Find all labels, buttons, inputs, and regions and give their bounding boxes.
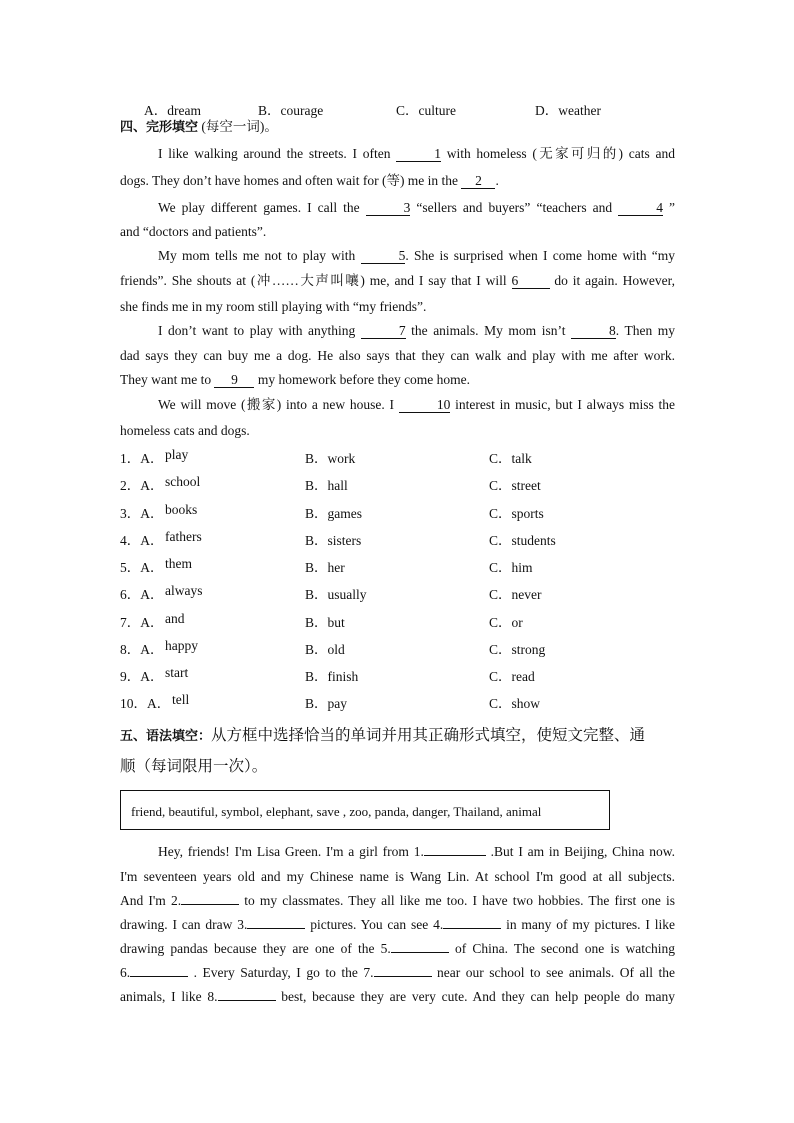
passage-line: she finds me in my room still playing with “my friends”. bbox=[120, 299, 427, 314]
question-number: 8．A． bbox=[120, 642, 164, 657]
passage-line bbox=[120, 964, 675, 982]
text: “sellers and buyers” “teachers and bbox=[410, 200, 619, 215]
text: Hey, friends! I'm Lisa Green. I'm a girl from 1. bbox=[158, 844, 424, 859]
option-c[interactable]: C．or bbox=[489, 615, 523, 630]
cloze-blank-2[interactable]: 2 bbox=[461, 173, 495, 189]
option-a[interactable]: and bbox=[165, 611, 185, 626]
option-a[interactable]: fathers bbox=[165, 529, 202, 544]
option-b[interactable]: B．her bbox=[305, 560, 345, 575]
option-c[interactable]: C．students bbox=[489, 533, 556, 548]
passage-line bbox=[120, 199, 675, 217]
option-a[interactable]: them bbox=[165, 556, 192, 571]
text: . bbox=[495, 173, 499, 188]
passage-line bbox=[120, 916, 675, 934]
option-c[interactable]: C．street bbox=[489, 478, 541, 493]
cloze-blank-4[interactable]: 4 bbox=[618, 200, 663, 216]
section4-title bbox=[120, 118, 675, 137]
cloze-blank-9[interactable]: 9 bbox=[214, 372, 254, 388]
text: drawing pandas because they are one of the 5. bbox=[120, 941, 391, 956]
text: dogs. They don’t have homes and often wait for (等) me in the bbox=[120, 173, 462, 188]
passage-line bbox=[120, 843, 675, 861]
text: 6. bbox=[120, 965, 131, 980]
fill-blank-4[interactable] bbox=[443, 916, 501, 929]
option-a[interactable]: play bbox=[165, 447, 189, 462]
option-b[interactable]: B．usually bbox=[305, 587, 367, 602]
cloze-blank-1[interactable]: 1 bbox=[396, 146, 441, 162]
passage-line bbox=[120, 940, 675, 958]
passage-line bbox=[120, 247, 675, 265]
section5-title-line2: 顺（每词限用一次）。 bbox=[120, 757, 268, 775]
option-c[interactable]: C．sports bbox=[489, 506, 544, 521]
fill-blank-8[interactable] bbox=[218, 988, 276, 1001]
text: animals, I like 8. bbox=[120, 989, 218, 1004]
question-number: 2．A． bbox=[120, 478, 164, 493]
text: .But I am in Beijing, China now. bbox=[485, 844, 675, 859]
fill-blank-2[interactable] bbox=[181, 892, 239, 905]
text: do it again. However, bbox=[549, 273, 675, 288]
text: interest in music, but I always miss the bbox=[450, 397, 675, 412]
text: . Then my bbox=[615, 323, 676, 338]
question-number: 5．A． bbox=[120, 560, 164, 575]
fill-blank-7[interactable] bbox=[374, 964, 432, 977]
text: . She is surprised when I come home with “my bbox=[405, 248, 675, 263]
question-number: 4．A． bbox=[120, 533, 164, 548]
text: near our school to see animals. Of all the bbox=[431, 965, 675, 980]
option-b[interactable]: B．games bbox=[305, 506, 362, 521]
passage-line bbox=[120, 145, 675, 163]
cloze-blank-7[interactable]: 7 bbox=[361, 323, 406, 339]
text: ” bbox=[662, 200, 675, 215]
option-c[interactable]: C．show bbox=[489, 696, 541, 711]
cloze-blank-5[interactable]: 5 bbox=[361, 248, 406, 264]
passage-line bbox=[120, 396, 675, 414]
text: My mom tells me not to play with bbox=[158, 248, 361, 263]
option-b[interactable]: B．but bbox=[305, 615, 345, 630]
option-c[interactable]: C．read bbox=[489, 669, 535, 684]
text: of China. The second one is watching bbox=[448, 941, 675, 956]
option-a[interactable]: books bbox=[165, 502, 198, 517]
prev-option-c: C．culture bbox=[396, 103, 456, 118]
option-b[interactable]: B．work bbox=[305, 451, 356, 466]
question-number: 7．A． bbox=[120, 615, 164, 630]
option-b[interactable]: B．sisters bbox=[305, 533, 362, 548]
passage-line: I'm seventeen years old and my Chinese name is Wang Lin. At school I'm good at all subjects. bbox=[120, 869, 675, 884]
cloze-blank-6[interactable]: 6 bbox=[512, 273, 550, 289]
option-a[interactable]: school bbox=[165, 474, 201, 489]
prev-option-d: D．weather bbox=[535, 103, 601, 118]
section5-title-rest: 从方框中选择恰当的单词并用其正确形式填空，使短文完整、通 bbox=[211, 726, 646, 744]
section5-title bbox=[120, 725, 675, 747]
passage-line bbox=[120, 272, 675, 290]
fill-blank-3[interactable] bbox=[247, 916, 305, 929]
text: my homework before they come home. bbox=[254, 372, 471, 387]
option-a[interactable]: always bbox=[165, 583, 203, 598]
question-number: 6．A． bbox=[120, 587, 164, 602]
option-c[interactable]: C．him bbox=[489, 560, 533, 575]
fill-blank-5[interactable] bbox=[391, 940, 449, 953]
cloze-blank-3[interactable]: 3 bbox=[366, 200, 411, 216]
cloze-blank-8[interactable]: 8 bbox=[571, 323, 616, 339]
text: pictures. You can see 4. bbox=[305, 917, 444, 932]
option-b[interactable]: B．pay bbox=[305, 696, 347, 711]
section5-title-bold: 五、语法填空： bbox=[120, 729, 212, 744]
text: . Every Saturday, I go to the 7. bbox=[188, 965, 374, 980]
option-c[interactable]: C．never bbox=[489, 587, 542, 602]
text: I don’t want to play with anything bbox=[158, 323, 361, 338]
prev-option-b: B．courage bbox=[258, 103, 324, 118]
passage-line: and “doctors and patients”. bbox=[120, 224, 267, 239]
text: in many of my pictures. I like bbox=[501, 917, 675, 932]
option-b[interactable]: B．finish bbox=[305, 669, 359, 684]
text: with homeless (无家可归的) cats and bbox=[440, 146, 676, 161]
text: They want me to bbox=[120, 372, 215, 387]
text: I like walking around the streets. I often bbox=[158, 146, 397, 161]
option-c[interactable]: C．strong bbox=[489, 642, 546, 657]
option-b[interactable]: B．old bbox=[305, 642, 345, 657]
text: We will move (搬家) into a new house. I bbox=[158, 397, 399, 412]
section4-title-note: (每空一词)。 bbox=[198, 119, 278, 134]
text: the animals. My mom isn’t bbox=[405, 323, 572, 338]
text: to my classmates. They all like me too. I have two hobbies. The first one is bbox=[239, 893, 675, 908]
text: And I'm 2. bbox=[120, 893, 182, 908]
passage-line: homeless cats and dogs. bbox=[120, 423, 250, 438]
option-a[interactable]: tell bbox=[172, 692, 190, 707]
passage-line bbox=[120, 371, 675, 389]
passage-line bbox=[120, 892, 675, 910]
option-b[interactable]: B．hall bbox=[305, 478, 348, 493]
question-number: 3．A． bbox=[120, 506, 164, 521]
passage-line: dad says they can buy me a dog. He also says that they can walk and play with me after work. bbox=[120, 348, 675, 363]
question-number: 9．A． bbox=[120, 669, 164, 684]
option-a[interactable]: start bbox=[165, 665, 189, 680]
fill-blank-6[interactable] bbox=[130, 964, 188, 977]
section4-title-bold: 四、完形填空 bbox=[120, 120, 199, 135]
text: We play different games. I call the bbox=[158, 200, 366, 215]
option-a[interactable]: happy bbox=[165, 638, 198, 653]
passage-line bbox=[120, 322, 675, 340]
passage-line bbox=[120, 988, 675, 1006]
prev-option-a: A．dream bbox=[144, 103, 201, 118]
text: friends”. She shouts at (冲……大声叫嚷) me, and I say that I will bbox=[120, 273, 512, 288]
question-number: 10．A． bbox=[120, 696, 171, 711]
cloze-blank-10[interactable]: 10 bbox=[399, 397, 451, 413]
passage-line bbox=[120, 172, 675, 190]
text: best, because they are very cute. And they can help people do many bbox=[275, 989, 675, 1004]
text: drawing. I can draw 3. bbox=[120, 917, 248, 932]
word-box-text: friend, beautiful, symbol, elephant, save , zoo, panda, danger, Thailand, animal bbox=[131, 804, 542, 819]
fill-blank-1[interactable] bbox=[424, 843, 486, 856]
question-number: 1．A． bbox=[120, 451, 164, 466]
option-c[interactable]: C．talk bbox=[489, 451, 532, 466]
